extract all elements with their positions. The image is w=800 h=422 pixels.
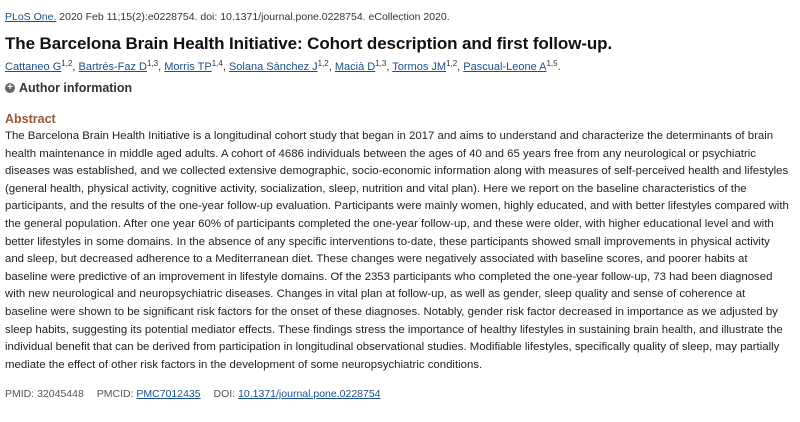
author-link[interactable]: Tormos JM (392, 61, 447, 73)
author-list (5, 59, 800, 75)
author-item (164, 61, 229, 73)
abstract-heading: Abstract (5, 112, 56, 126)
author-information-toggle[interactable] (5, 81, 800, 95)
citation-details: 2020 Feb 11;15(2):e0228754. doi: 10.1371/journal.pone.0228754. eCollection 2020. (56, 11, 450, 23)
abstract-text: The Barcelona Brain Health Initiative is a longitudinal cohort study that began in 2017 and aims to understand and characterize the determinants of brain health maintenance in middle aged adults. A cohort of 4686 individuals between the ages of 40 and 65 years free from any neurological or psychiatric diseases was established, and we collected extensive demographic, socio-economic information along with measures of self-perceived health and lifestyles (general health, physical activity, cognitive activity, socialization, sleep, nutrition and vital plan). Here we report on the baseline characteristics of the participants, and the results of the one-year follow-up evaluation. Participants were mainly women, highly educated, and with better lifestyles compared with the general population. After one year 60% of participants completed the one-year follow-up, and these were older, with higher educational level and with better lifestyles in some domains. In the absence of any specific interventions to-date, these participants showed small improvements in physical activity and sleep, but decreased adherence to a Mediterranean diet. These changes were negatively associated with baseline scores, and poorer habits at baseline were predictive of an improvement in lifestyle domains. Of the 2353 participants who completed the one-year follow-up, 73 had been diagnosed with new neurological and neuropsychiatric diseases. Changes in vital plan at follow-up, as well as gender, sleep quality and sense of coherence at baseline were shown to be significant risk factors for the onset of these diagnoses. Notably, gender risk factor decreased in importance as we adjusted by sleep habits, suggesting its potential mediator effects. These findings stress the importance of healthy lifestyles in sustaining brain health, and illustrate the individual benefit that can be derived from participation in longitudinal observational studies. Modifiable lifestyles, specifically quality of sleep, may partially mediate the effect of other risk factors in the development of some neuropsychiatric conditions. (5, 130, 789, 371)
journal-link[interactable]: PLoS One. (5, 11, 57, 23)
author-link[interactable]: Macià D (334, 61, 376, 73)
author-separator: , (72, 61, 79, 73)
author-link[interactable]: Cattaneo G (5, 61, 62, 73)
author-separator: , (386, 61, 393, 73)
author-separator: , (328, 61, 335, 73)
author-separator: , (457, 61, 464, 73)
author-link[interactable]: Bartrés-Faz D (78, 61, 147, 73)
author-affiliation: 1,2 (61, 59, 73, 68)
doi-label: DOI: (213, 388, 236, 401)
author-link[interactable]: Solana Sánchez J (228, 61, 318, 73)
pmcid-link[interactable]: PMC7012435 (136, 388, 201, 401)
author-item (335, 61, 392, 73)
author-item (5, 61, 79, 73)
author-affiliation: 1,3 (375, 59, 387, 68)
article-identifiers (5, 387, 800, 401)
author-affiliation: 1,2 (317, 59, 329, 68)
author-affiliation: 1,4 (211, 59, 223, 68)
author-affiliation: 1,2 (446, 59, 458, 68)
author-separator: , (158, 61, 165, 73)
expand-plus-icon[interactable]: + (5, 83, 15, 93)
author-item (79, 61, 165, 73)
author-link[interactable]: Pascual-Leone A (463, 61, 547, 73)
pmid-value: 32045448 (37, 388, 84, 401)
article-title: The Barcelona Brain Health Initiative: Cohort description and first follow-up. (5, 34, 613, 53)
author-separator: . (557, 61, 561, 73)
doi-link[interactable]: 10.1371/journal.pone.0228754 (238, 388, 381, 401)
pmcid-label: PMCID: (96, 388, 134, 401)
author-item (463, 61, 560, 73)
author-separator: , (222, 61, 229, 73)
author-item (229, 61, 335, 73)
author-affiliation: 1,5 (546, 59, 558, 68)
pmid-label: PMID: (5, 388, 35, 401)
author-item (392, 61, 463, 73)
citation-line (5, 10, 800, 24)
author-information-label: Author information (19, 81, 133, 95)
author-affiliation: 1,3 (146, 59, 159, 68)
author-link[interactable]: Morris TP (164, 61, 212, 73)
